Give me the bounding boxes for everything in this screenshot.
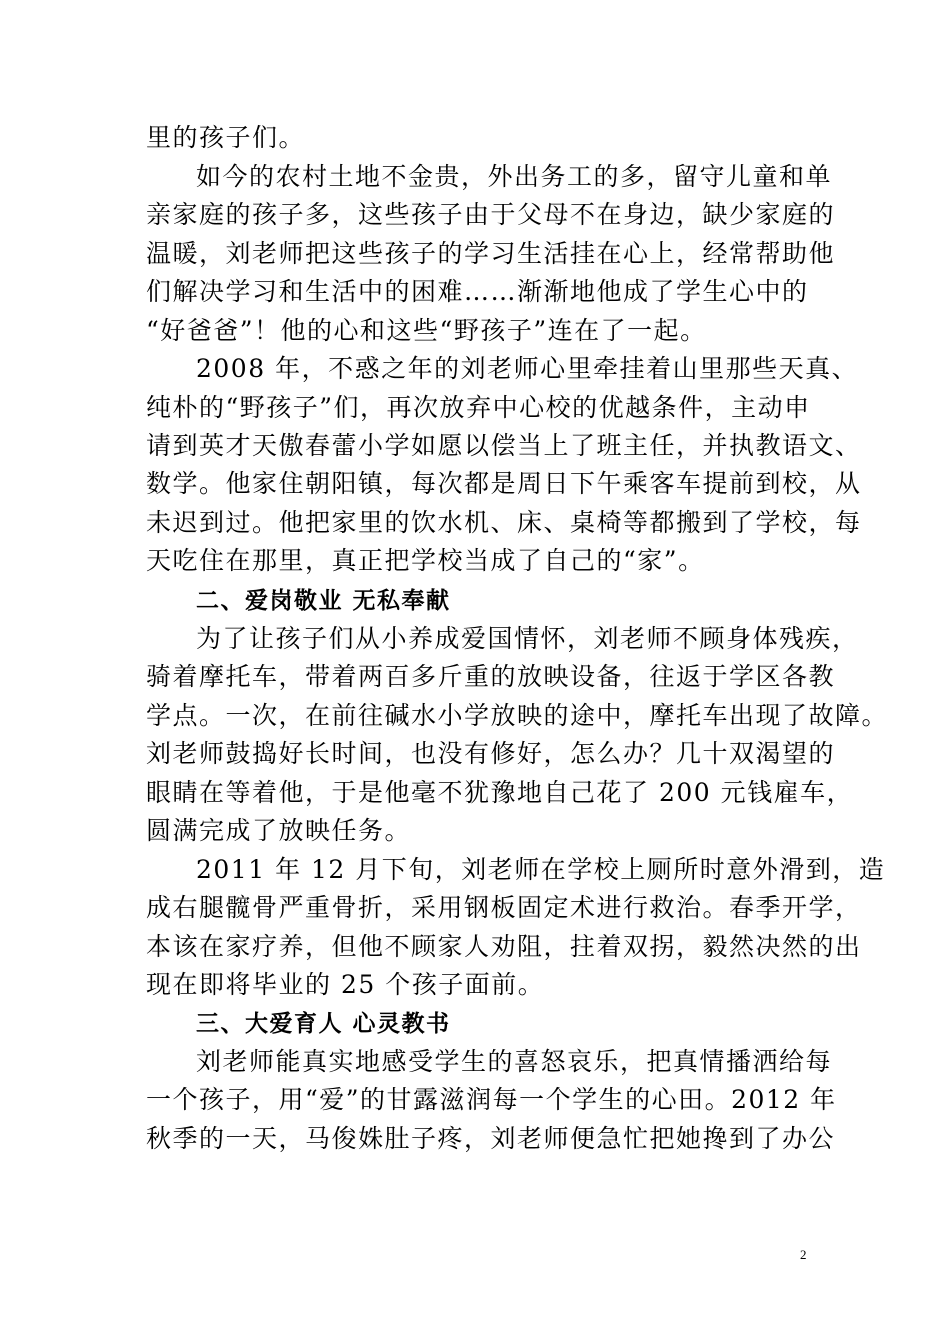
text-line: 们解决学习和生活中的困难……渐渐地他成了学生心中的 — [146, 277, 809, 306]
text-line: 成右腿髋骨严重骨折，采用钢板固定术进行救治。春季开学， — [146, 893, 862, 922]
text-line: 天吃住在那里，真正把学校当成了自己的“家”。 — [146, 546, 705, 575]
text-line: 现在即将毕业的 25 个孩子面前。 — [146, 970, 545, 999]
section-heading: 三、大爱育人 心灵教书 — [196, 1011, 451, 1037]
text-line: 刘老师鼓捣好长时间，也没有修好，怎么办？几十双渴望的 — [146, 739, 836, 768]
page-number: 2 — [800, 1247, 807, 1262]
paragraph-first-line: 2011 年 12 月下旬，刘老师在学校上厕所时意外滑到，造 — [196, 855, 886, 884]
section-heading: 二、爱岗敬业 无私奉献 — [196, 588, 451, 614]
paragraph-first-line: 2008 年，不惑之年的刘老师心里牵挂着山里那些天真、 — [196, 354, 859, 383]
text-line: 骑着摩托车，带着两百多斤重的放映设备，往返于学区各教 — [146, 662, 836, 691]
text-line: 本该在家疗养，但他不顾家人劝阻，拄着双拐，毅然决然的出 — [146, 932, 862, 961]
text-line: 未迟到过。他把家里的饮水机、床、桌椅等都搬到了学校，每 — [146, 508, 862, 537]
text-line: 一个孩子，用“爱”的甘露滋润每一个学生的心田。2012 年 — [146, 1085, 837, 1114]
text-line: 学点。一次，在前往碱水小学放映的途中，摩托车出现了故障。 — [146, 701, 889, 730]
text-line: 请到英才天傲春蕾小学如愿以偿当上了班主任，并执教语文、 — [146, 431, 862, 460]
text-line: 圆满完成了放映任务。 — [146, 816, 412, 845]
paragraph-first-line: 如今的农村土地不金贵，外出务工的多，留守儿童和单 — [196, 162, 833, 191]
text-line: 里的孩子们。 — [146, 123, 306, 152]
paragraph-first-line: 刘老师能真实地感受学生的喜怒哀乐，把真情播洒给每 — [196, 1047, 833, 1076]
text-line: 眼睛在等着他，于是他毫不犹豫地自己花了 200 元钱雇车， — [146, 778, 854, 807]
text-line: 纯朴的“野孩子”们，再次放弃中心校的优越条件，主动申 — [146, 393, 811, 422]
text-line: “好爸爸”！他的心和这些“野孩子”连在了一起。 — [146, 316, 707, 345]
text-line: 数学。他家住朝阳镇，每次都是周日下午乘客车提前到校，从 — [146, 469, 862, 498]
text-line: 秋季的一天，马俊姝肚子疼，刘老师便急忙把她搀到了办公 — [146, 1124, 836, 1153]
paragraph-first-line: 为了让孩子们从小养成爱国情怀，刘老师不顾身体残疾， — [196, 624, 859, 653]
text-line: 温暖，刘老师把这些孩子的学习生活挂在心上，经常帮助他 — [146, 239, 836, 268]
text-line: 亲家庭的孩子多，这些孩子由于父母不在身边，缺少家庭的 — [146, 200, 836, 229]
